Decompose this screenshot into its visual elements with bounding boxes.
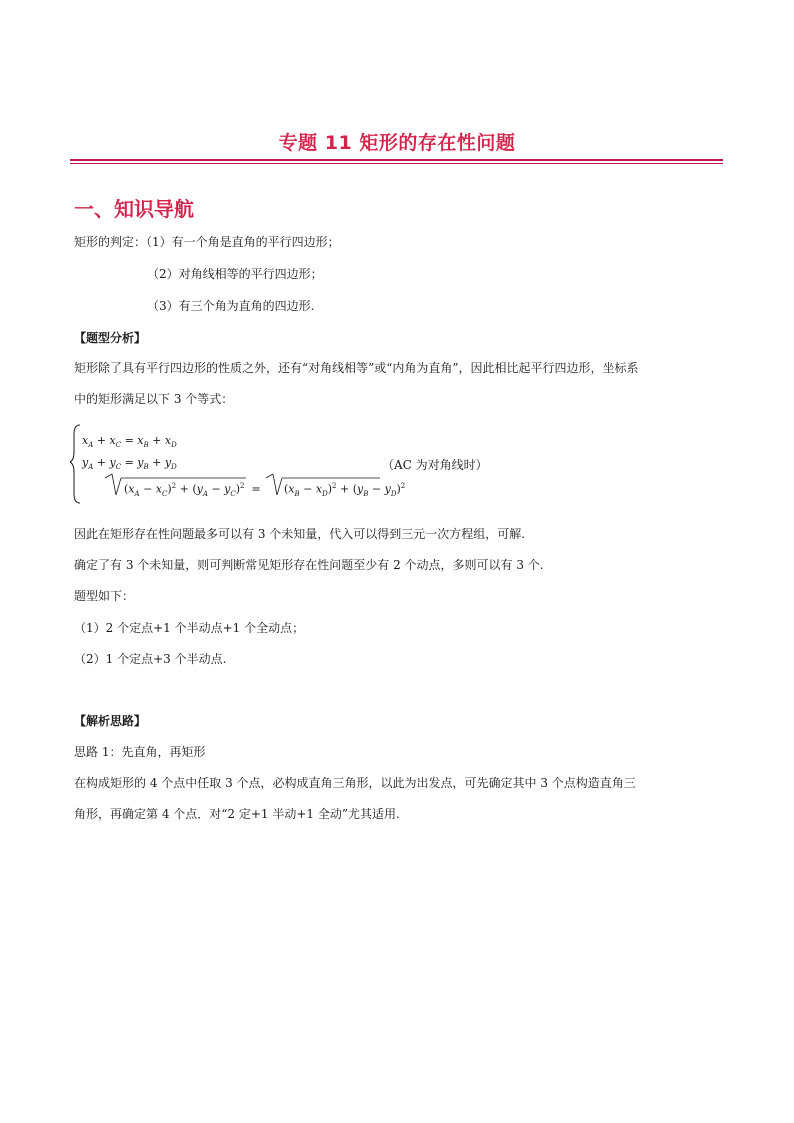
thinking-line-2: 在构成矩形的 4 个点中任取 3 个点，必构成直角三角形，以此为出发点，可先确定其中 3 个点构造直角三 [74, 776, 636, 790]
body-line-1: 因此在矩形存在性问题最多可以有 3 个未知量，代入可以得到三元一次方程组，可解. [74, 527, 526, 541]
diagonal-note: （AC 为对角线时） [382, 458, 488, 472]
title-divider-thin [70, 163, 723, 164]
page-title: 专题 11 矩形的存在性问题 [278, 132, 516, 154]
judge-line-2: （2）对角线相等的平行四边形； [147, 267, 323, 281]
equation-2: $y_A + y_C = y_B + y_D$ [82, 456, 177, 472]
equation-1: $x_A + x_C = x_B + x_D$ [82, 434, 177, 450]
thinking-header: 【解析思路】 [74, 714, 147, 728]
analysis-para-2: 中的矩形满足以下 3 个等式： [74, 392, 234, 406]
thinking-line-1: 思路 1：先直角，再矩形 [74, 745, 206, 759]
body-line-5: （2）1 个定点+3 个半动点. [74, 652, 227, 666]
analysis-para-1: 矩形除了具有平行四边形的性质之外，还有“对角线相等”或“内角为直角”，因此相比起平行四边形，坐标系 [74, 361, 639, 375]
equation-3-rhs: $(x_B - x_D)^2 + (y_B - y_D)^2$ [284, 482, 406, 498]
body-line-2: 确定了有 3 个未知量，则可判断常见矩形存在性问题至少有 2 个动点，多则可以有 3 个. [74, 558, 544, 572]
equation-3: $(x_A - x_C)^2 + (y_A - y_C)^2$ = [124, 482, 261, 498]
judge-line-1: 矩形的判定：（1）有一个角是直角的平行四边形； [74, 235, 340, 249]
judge-line-3: （3）有三个角为直角的四边形. [147, 299, 315, 313]
body-line-3: 题型如下： [74, 589, 135, 603]
body-line-4: （1）2 个定点+1 个半动点+1 个全动点； [74, 621, 305, 635]
equation-system [70, 422, 406, 507]
title-divider [70, 159, 723, 161]
section-heading: 一、知识导航 [74, 197, 194, 221]
thinking-line-3: 角形，再确定第 4 个点．对“2 定+1 半动+1 全动”尤其适用. [74, 807, 400, 821]
analysis-header: 【题型分析】 [74, 331, 147, 345]
